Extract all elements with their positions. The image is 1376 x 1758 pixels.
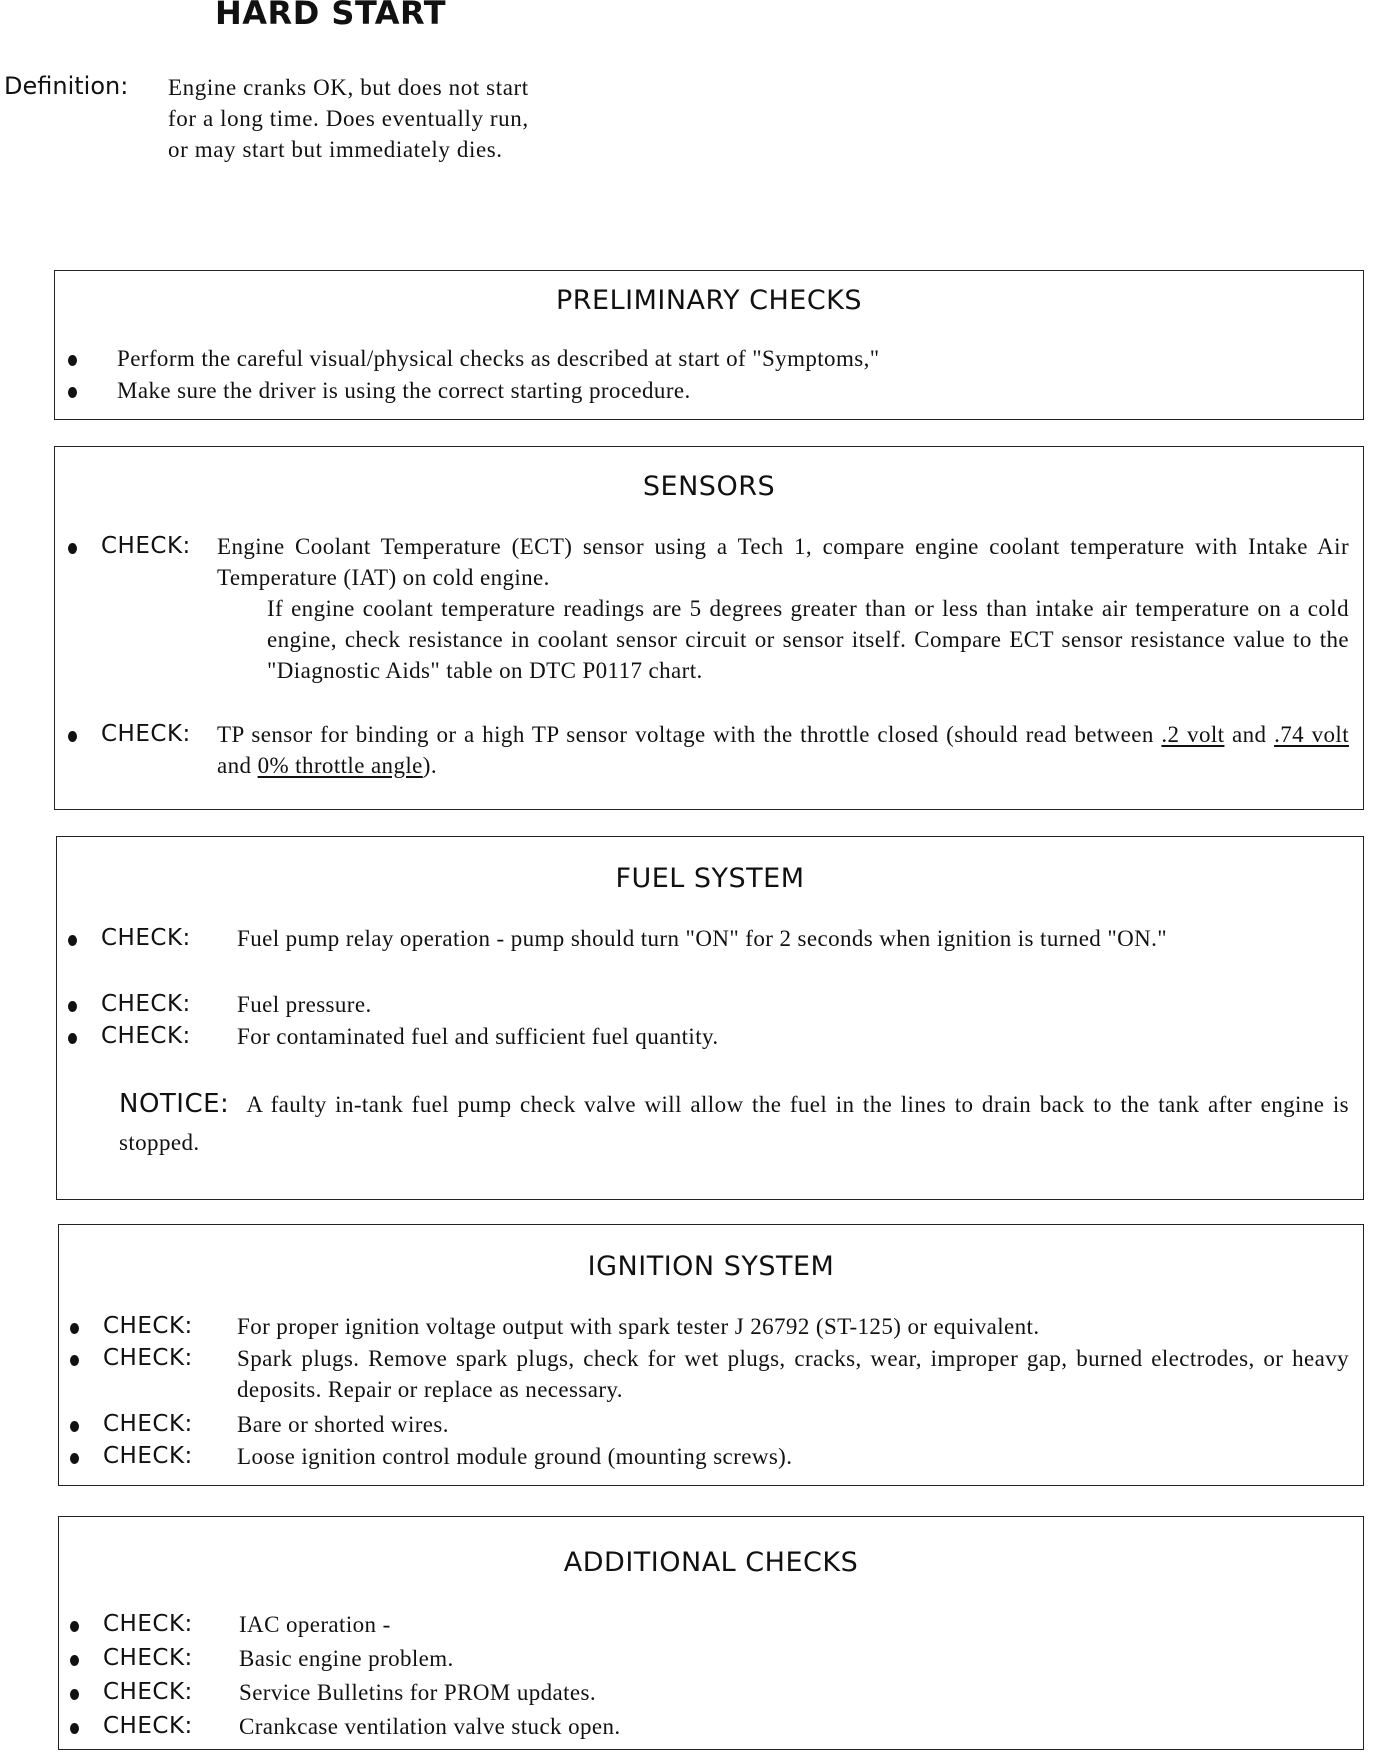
check-label: CHECK:	[103, 1443, 193, 1469]
text-segment: ).	[422, 753, 437, 778]
fuel-system-box	[56, 836, 1364, 1200]
preliminary-checks-title: PRELIMINARY CHECKS	[555, 285, 863, 316]
check-label: CHECK:	[101, 721, 191, 747]
additional-item-text: IAC operation -	[239, 1612, 391, 1637]
bullet-icon	[70, 1621, 79, 1632]
sensors-box	[54, 446, 1364, 810]
check-label: CHECK:	[103, 1611, 193, 1637]
bullet-icon	[68, 387, 77, 398]
check-label: CHECK:	[103, 1313, 193, 1339]
bullet-icon	[70, 1723, 79, 1734]
definition-label: Definition:	[4, 72, 129, 100]
check-label: CHECK:	[101, 1023, 191, 1049]
sensors-title: SENSORS	[642, 471, 776, 502]
bullet-icon	[70, 1689, 79, 1700]
check-label: CHECK:	[103, 1679, 193, 1705]
bullet-icon	[68, 935, 77, 946]
definition-line: Engine cranks OK, but does not start	[168, 75, 529, 100]
page-title: HARD START	[215, 0, 447, 32]
bullet-icon	[68, 543, 77, 554]
check-label: CHECK:	[101, 925, 191, 951]
underlined-value: .2 volt	[1161, 722, 1225, 747]
bullet-icon	[70, 1655, 79, 1666]
text-segment: and	[217, 753, 258, 778]
text-segment: TP sensor for binding or a high TP sensor voltage with the throttle closed (should read between	[217, 722, 1162, 747]
ignition-item-text: For proper ignition voltage output with spark tester J 26792 (ST-125) or equivalent.	[237, 1314, 1040, 1339]
fuel-item-text: Fuel pump relay operation - pump should turn "ON" for 2 seconds when ignition is turned "ON."	[237, 926, 1168, 951]
check-label: CHECK:	[103, 1645, 193, 1671]
ignition-system-title: IGNITION SYSTEM	[587, 1251, 835, 1282]
underlined-value: 0% throttle angle	[257, 753, 423, 778]
check-label: CHECK:	[101, 533, 191, 559]
fuel-item-text: For contaminated fuel and sufficient fuel quantity.	[237, 1024, 719, 1049]
additional-item-text: Service Bulletins for PROM updates.	[239, 1680, 597, 1705]
notice-label: NOTICE:	[119, 1089, 230, 1119]
sensors-note-text: If engine coolant temperature readings are 5 degrees greater than or less than intake air temperature on a cold engine, check resistance in coolant sensor circuit or sensor itself. Compare ECT sensor resistance value to the "Diagnostic Aids" table on DTC P0117 chart.	[267, 596, 1349, 683]
bullet-icon	[70, 1355, 79, 1366]
fuel-item-text: Fuel pressure.	[237, 992, 372, 1017]
bullet-icon	[70, 1453, 79, 1464]
ignition-item-text: Loose ignition control module ground (mounting screws).	[237, 1444, 793, 1469]
bullet-icon	[70, 1421, 79, 1432]
bullet-icon	[68, 1001, 77, 1012]
additional-item-text: Crankcase ventilation valve stuck open.	[239, 1714, 621, 1739]
ignition-item-text: Bare or shorted wires.	[237, 1412, 449, 1437]
preliminary-item-text: Make sure the driver is using the correct starting procedure.	[117, 378, 691, 403]
bullet-icon	[70, 1323, 79, 1334]
definition-line: or may start but immediately dies.	[168, 137, 503, 162]
preliminary-checks-box	[54, 270, 1364, 420]
check-label: CHECK:	[103, 1345, 193, 1371]
definition-text	[168, 72, 688, 165]
bullet-icon	[68, 1033, 77, 1044]
bullet-icon	[68, 731, 77, 742]
check-label: CHECK:	[101, 991, 191, 1017]
definition-line: for a long time. Does eventually run,	[168, 106, 529, 131]
sensors-item-text	[217, 719, 1349, 781]
fuel-system-title: FUEL SYSTEM	[615, 863, 805, 894]
sensors-item-text: Engine Coolant Temperature (ECT) sensor using a Tech 1, compare engine coolant temperature with Intake Air Temperature (IAT) on cold engine.	[217, 534, 1349, 590]
ignition-system-box	[58, 1224, 1364, 1486]
notice-body: A faulty in-tank fuel pump check valve will allow the fuel in the lines to drain back to the tank after engine is stopped.	[119, 1092, 1349, 1155]
underlined-value: .74 volt	[1274, 722, 1349, 747]
bullet-icon	[68, 355, 77, 366]
additional-checks-box	[58, 1516, 1364, 1750]
check-label: CHECK:	[103, 1411, 193, 1437]
check-label: CHECK:	[103, 1713, 193, 1739]
ignition-item-text: Spark plugs. Remove spark plugs, check for wet plugs, cracks, wear, improper gap, burned electrodes, or heavy deposits. Repair or replace as necessary.	[237, 1346, 1349, 1402]
notice-text	[119, 1085, 1349, 1162]
additional-checks-title: ADDITIONAL CHECKS	[563, 1547, 859, 1578]
text-segment: and	[1224, 722, 1275, 747]
preliminary-item-text: Perform the careful visual/physical checks as described at start of "Symptoms,"	[117, 346, 880, 371]
additional-item-text: Basic engine problem.	[239, 1646, 454, 1671]
